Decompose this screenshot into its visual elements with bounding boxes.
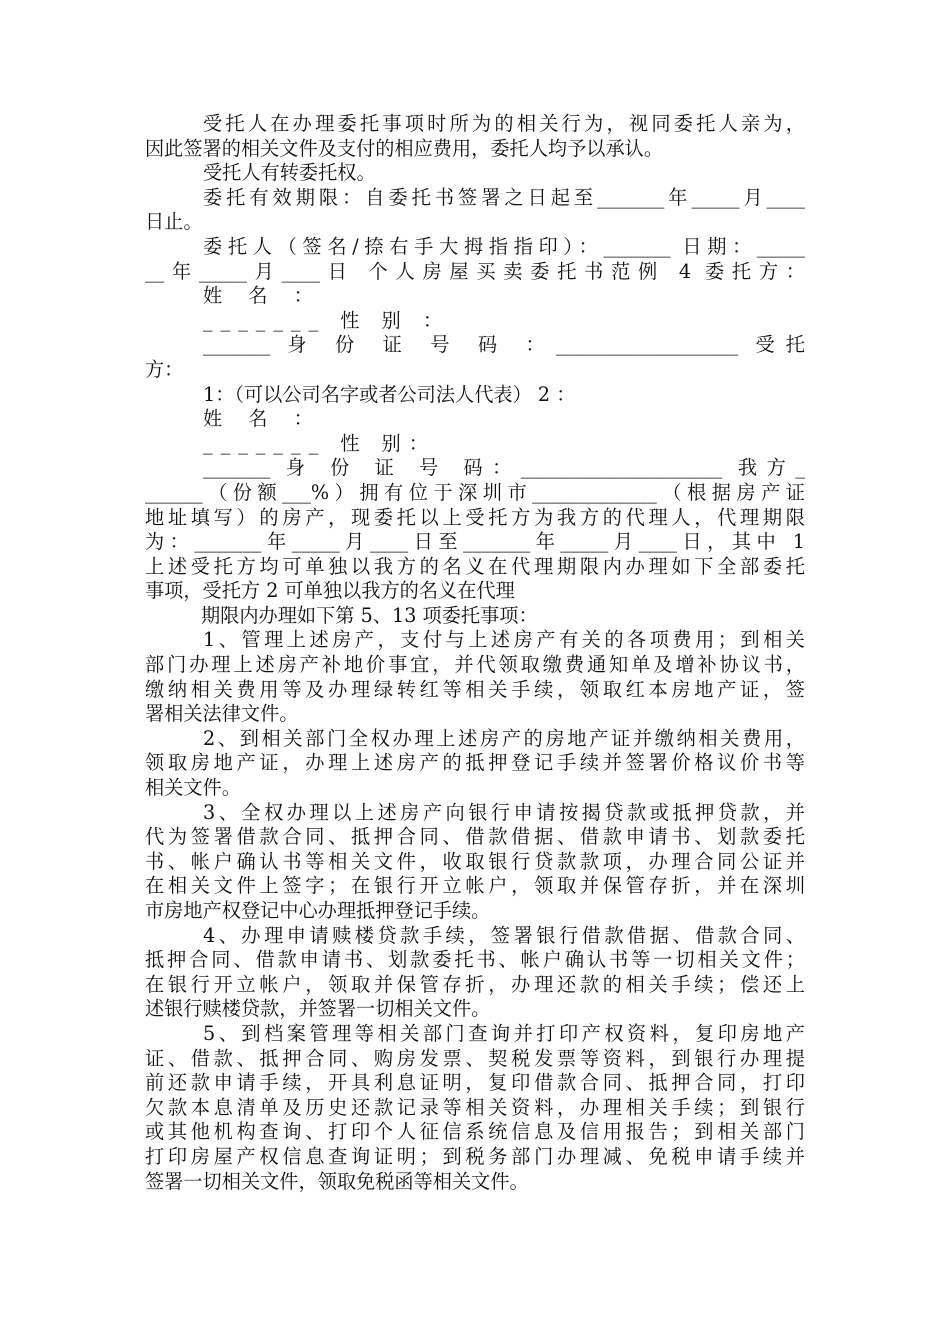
text-line: __年_____月____日 个人房屋买卖委托书范例 4 委托方： <box>145 259 805 283</box>
document-body <box>145 112 805 1194</box>
text-line: 在相关文件上签字；在银行开立帐户，领取并保管存折，并在深圳 <box>145 874 805 898</box>
text-line: 受托人有转委托权。 <box>203 161 376 185</box>
text-line: 签署一切相关文件，领取免税函等相关文件。 <box>145 1169 529 1193</box>
text-line: ______（份额___%）拥有位于深圳市_____________（根据房产证 <box>145 480 805 504</box>
text-line: 市房地产权登记中心办理抵押登记手续。 <box>145 899 491 922</box>
text-line: 委托人（签名/捺右手大拇指指印）：_______ 日期：_____ <box>203 234 805 258</box>
text-line: 在银行开立帐户，领取并保管存折，办理还款的相关手续；偿还上 <box>145 972 805 996</box>
text-line: 缴纳相关费用等及办理绿转红等相关手续，领取红本房地产证，签 <box>145 677 805 701</box>
text-line: 1：（可以公司名字或者公司法人代表） 2 ： <box>203 382 576 406</box>
text-line: 地址填写）的房产，现委托以上受托方为我方的代理人，代理期限 <box>145 505 805 529</box>
text-line: 3、全权办理以上述房产向银行申请按揭贷款或抵押贷款，并 <box>203 800 805 824</box>
text-line: _______ 性 别： <box>203 431 436 455</box>
text-line: 方： <box>145 357 184 381</box>
text-line: 证、借款、抵押合同、购房发票、契税发票等资料，到银行办理提 <box>145 1046 805 1070</box>
text-line: 期限内办理如下第 5、13 项委托事项： <box>201 603 538 627</box>
text-line: 姓 名 ： <box>203 407 323 431</box>
text-line: 述银行赎楼贷款，并签署一切相关文件。 <box>145 997 491 1021</box>
text-line: 书、帐户确认书等相关文件，收取银行贷款款项，办理合同公证并 <box>145 849 805 873</box>
text-line: 欠款本息清单及历史还款记录等相关资料，办理相关手续；到银行 <box>145 1095 805 1119</box>
text-line: 事项，受托方 2 可单独以我方的名义在代理 <box>145 579 515 603</box>
text-line: 部门办理上述房产补地价事宜，并代领取缴费通知单及增补协议书， <box>145 653 805 677</box>
text-line: 打印房屋产权信息查询证明；到税务部门办理减、免税申请手续并 <box>145 1144 805 1168</box>
text-line: 4、办理申请赎楼贷款手续，签署银行借款借据、借款合同、 <box>203 923 805 947</box>
text-line: 上述受托方均可单独以我方的名义在代理期限内办理如下全部委托 <box>145 554 805 578</box>
text-line: 5、到档案管理等相关部门查询并打印产权资料，复印房地产 <box>203 1021 805 1045</box>
text-line: 姓 名 ： <box>203 284 323 308</box>
text-line: 委托有效期限：自委托书签署之日起至_______年_____月____ <box>203 185 805 209</box>
text-line: 为：_______年_____月____日至_______年_____月____日，其中 1 <box>145 530 805 554</box>
text-line: 因此签署的相关文件及支付的相应费用，委托人均予以承认。 <box>145 136 664 160</box>
text-line: 或其他机构查询、打印个人征信系统信息及信用报告；到相关部门 <box>145 1120 805 1144</box>
text-line: 领取房地产证，办理上述房产的抵押登记手续并签署价格议价书等 <box>145 751 805 775</box>
text-line: _______ 身 份 证 号 码：_____________________ 我方_ <box>203 456 805 480</box>
text-line: 受托人在办理委托事项时所为的相关行为，视同委托人亲为， <box>203 112 805 135</box>
text-line: 抵押合同、借款申请书、划款委托书、帐户确认书等一切相关文件； <box>145 948 805 972</box>
text-line: 日止。 <box>145 210 203 234</box>
text-line: 2、到相关部门全权办理上述房产的房地产证并缴纳相关费用， <box>203 726 805 750</box>
text-line: _______ 性 别 ： <box>203 308 451 332</box>
text-line: 相关文件。 <box>145 776 241 800</box>
text-line: 1、管理上述房产，支付与上述房产有关的各项费用；到相关 <box>203 628 805 652</box>
text-line: _______ 身 份 证 号 码 ：___________________ 受托 <box>203 333 805 357</box>
text-line: 代为签署借款合同、抵押合同、借款借据、借款申请书、划款委托 <box>145 825 805 849</box>
text-line: 署相关法律文件。 <box>145 702 299 726</box>
text-line: 前还款申请手续，开具利息证明，复印借款合同、抵押合同，打印 <box>145 1071 805 1095</box>
